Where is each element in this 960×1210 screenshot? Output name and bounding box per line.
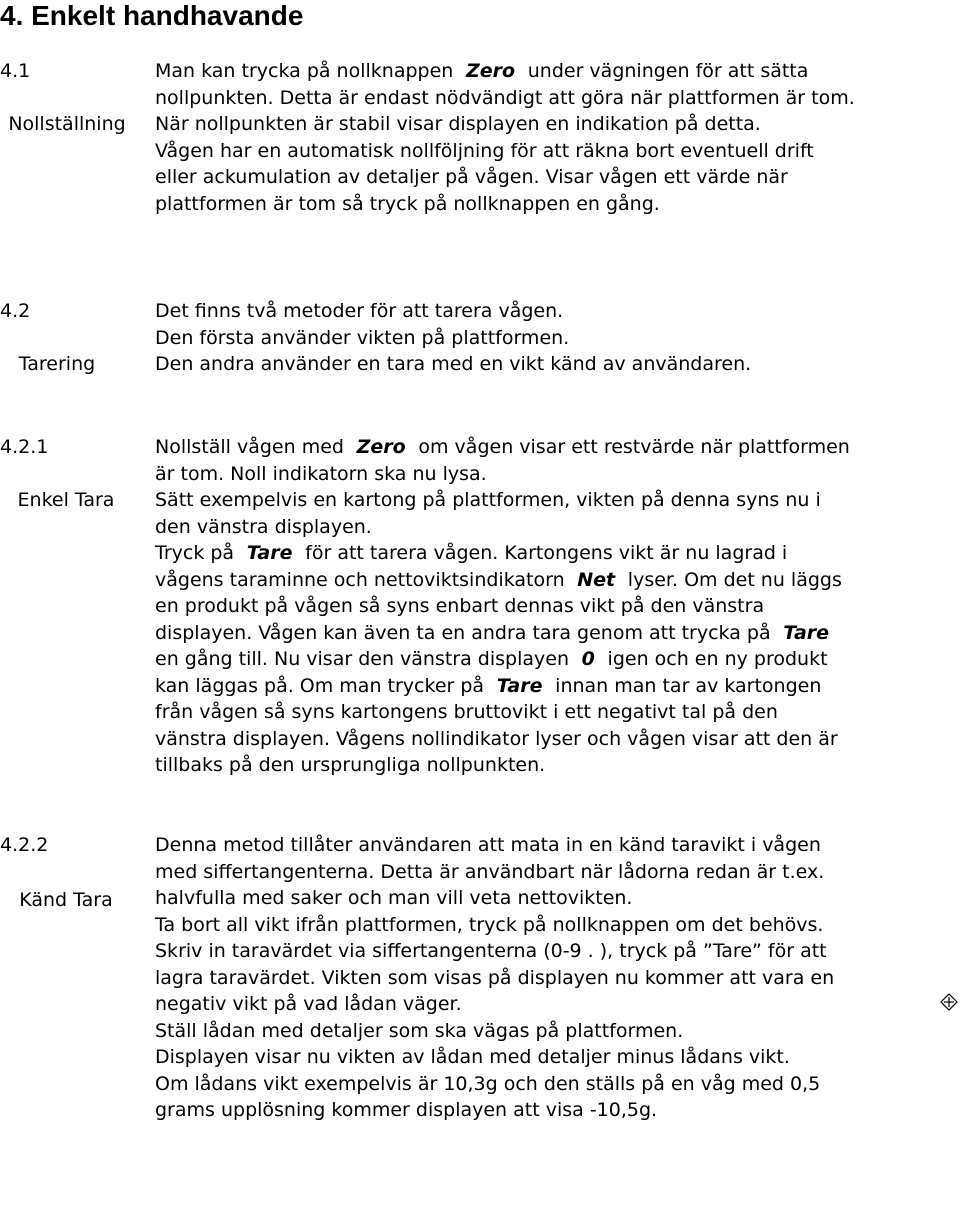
key-name: 0 <box>575 648 602 670</box>
section-body <box>155 58 855 217</box>
key-name: Zero <box>350 436 413 458</box>
section-name: Enkel Tara <box>17 489 115 511</box>
section-name: Tarering <box>18 353 96 375</box>
paragraph: Displayen visar nu vikten av lådan med detaljer minus lådans vikt. <box>155 1046 790 1068</box>
key-name: Zero <box>459 60 522 82</box>
paragraph: Tryck på Tare för att tarera vågen. Kartongens vikt är nu lagrad i vågens taraminne och nettoviktsindikatorn Net lyser. Om det nu läggs en produkt på vågen så syns enbart dennas vikt på den vänstra displayen. Vågen kan även ta en andra tara genom att trycka på Tare en gång till. Nu visar den vänstra displayen 0 igen och en ny produkt kan läggas på. Om man trycker på Tare innan man tar av kartongen från vågen så syns kartongens bruttovikt i ett negativt tal på den vänstra displayen. Vågens nollindikator lyser och vågen visar att den är tillbaks på den ursprungliga nollpunkten. <box>155 542 842 776</box>
key-name: Tare <box>240 542 300 564</box>
paragraph: Den första använder vikten på plattformen. <box>155 326 570 349</box>
paragraph: Ta bort all vikt ifrån plattformen, tryck på nollknappen om det behövs. <box>155 913 824 936</box>
section-number: 4.2 <box>0 300 31 322</box>
section-number: 4.1 <box>0 60 31 82</box>
paragraph: Det finns två metoder för att tarera vågen. <box>155 300 564 322</box>
paragraph: Den andra använder en tara med en vikt känd av användaren. <box>155 353 752 375</box>
page-title: 4. Enkelt handhavande <box>0 0 304 31</box>
paragraph: Denna metod tillåter användaren att mata in en känd taravikt i vågen med siffertangenterna. Detta är användbart när lådorna redan är t.ex. halvfulla med saker och man vill veta nettovikten. <box>155 834 825 909</box>
section-name: Nollställning <box>8 113 126 135</box>
section-number: 4.2.1 <box>0 436 49 458</box>
paragraph: Nollställ vågen med Zero om vågen visar ett restvärde när plattformen är tom. Noll indikatorn ska nu lysa. <box>155 436 850 485</box>
key-name: Net <box>570 568 622 591</box>
section-body <box>155 298 855 378</box>
section-number: 4.2.2 <box>0 834 49 856</box>
paragraph: Om lådans vikt exempelvis är 10,3g och den ställs på en våg med 0,5 grams upplösning kommer displayen att visa -10,5g. <box>155 1072 821 1121</box>
section-body <box>155 832 855 1124</box>
paragraph: Sätt exempelvis en kartong på plattformen, vikten på denna syns nu i den vänstra displayen. <box>155 489 821 538</box>
paragraph: Man kan trycka på nollknappen Zero under vägningen för att sätta nollpunkten. Detta är endast nödvändigt att göra när plattformen är tom. När nollpunkten är stabil visar displayen en indikation på detta. <box>155 60 855 135</box>
paragraph: Ställ lådan med detaljer som ska vägas på plattformen. <box>155 1019 684 1042</box>
paragraph: Vågen har en automatisk nollföljning för att räkna bort eventuell drift eller ackumulation av detaljer på vågen. Visar vågen ett värde när plattformen är tom så tryck på nollknappen en gång. <box>155 139 814 215</box>
key-name: Tare <box>490 674 550 697</box>
key-name: Tare <box>776 621 836 644</box>
paragraph: Skriv in taravärdet via siffertangenterna (0-9 . ), tryck på ”Tare” för att lagra taravärdet. Vikten som visas på displayen nu kommer att vara en negativ vikt på vad lådan väger. <box>155 940 835 1015</box>
section-name: Känd Tara <box>19 889 113 911</box>
section-body <box>155 434 855 779</box>
diamond-move-icon <box>940 993 960 1013</box>
